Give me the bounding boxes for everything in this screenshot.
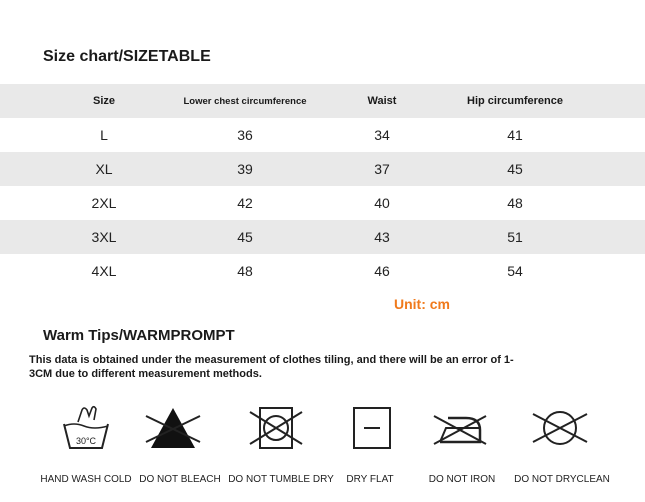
cell-size: 2XL — [91, 195, 117, 211]
cell-size: XL — [95, 161, 113, 177]
cell-lower-chest: 36 — [237, 127, 253, 143]
cell-hip: 41 — [507, 127, 523, 143]
header-size: Size — [92, 95, 115, 107]
no-tumble-dry-icon — [246, 402, 306, 454]
hand-wash-icon — [56, 402, 116, 454]
wash-temperature: 30°C — [75, 436, 97, 446]
tips-title: Warm Tips/WARMPROMPT — [43, 327, 235, 344]
cell-hip: 45 — [507, 161, 523, 177]
cell-lower-chest: 39 — [237, 161, 253, 177]
table-header-row — [0, 84, 645, 118]
table-row — [0, 186, 645, 220]
cell-waist: 40 — [374, 195, 390, 211]
no-bleach-icon — [143, 402, 203, 454]
no-dryclean-icon — [530, 402, 590, 454]
table-row — [0, 152, 645, 186]
cell-hip: 51 — [507, 229, 523, 245]
cell-size: L — [100, 127, 108, 143]
size-table — [0, 84, 645, 288]
care-label-no-bleach: DO NOT BLEACH — [139, 474, 221, 485]
cell-waist: 37 — [374, 161, 390, 177]
cell-lower-chest: 48 — [237, 263, 253, 279]
header-lower-chest: Lower chest circumference — [183, 95, 307, 107]
cell-size: 4XL — [91, 263, 117, 279]
care-label-no-tumble-dry: DO NOT TUMBLE DRY — [228, 474, 334, 485]
cell-waist: 34 — [374, 127, 390, 143]
cell-hip: 48 — [507, 195, 523, 211]
cell-size: 3XL — [91, 229, 117, 245]
header-hip: Hip circumference — [467, 95, 563, 107]
unit-label: Unit: cm — [394, 296, 450, 312]
tips-text: This data is obtained under the measurement of clothes tiling, and there will be an error of 1-3CM due to different measurement methods. — [29, 354, 514, 380]
dry-flat-icon — [342, 402, 402, 454]
header-waist: Waist — [367, 95, 397, 107]
care-label-no-iron: DO NOT IRON — [428, 474, 496, 485]
table-row — [0, 118, 645, 152]
care-label-hand-wash: HAND WASH COLD — [40, 474, 132, 485]
no-iron-icon — [430, 402, 490, 454]
cell-waist: 46 — [374, 263, 390, 279]
page-title: Size chart/SIZETABLE — [43, 48, 211, 65]
cell-hip: 54 — [507, 263, 523, 279]
cell-lower-chest: 42 — [237, 195, 253, 211]
cell-lower-chest: 45 — [237, 229, 253, 245]
table-row — [0, 254, 645, 288]
cell-waist: 43 — [374, 229, 390, 245]
table-row — [0, 220, 645, 254]
care-label-no-dryclean: DO NOT DRYCLEAN — [514, 474, 610, 485]
care-label-dry-flat: DRY FLAT — [346, 474, 394, 485]
